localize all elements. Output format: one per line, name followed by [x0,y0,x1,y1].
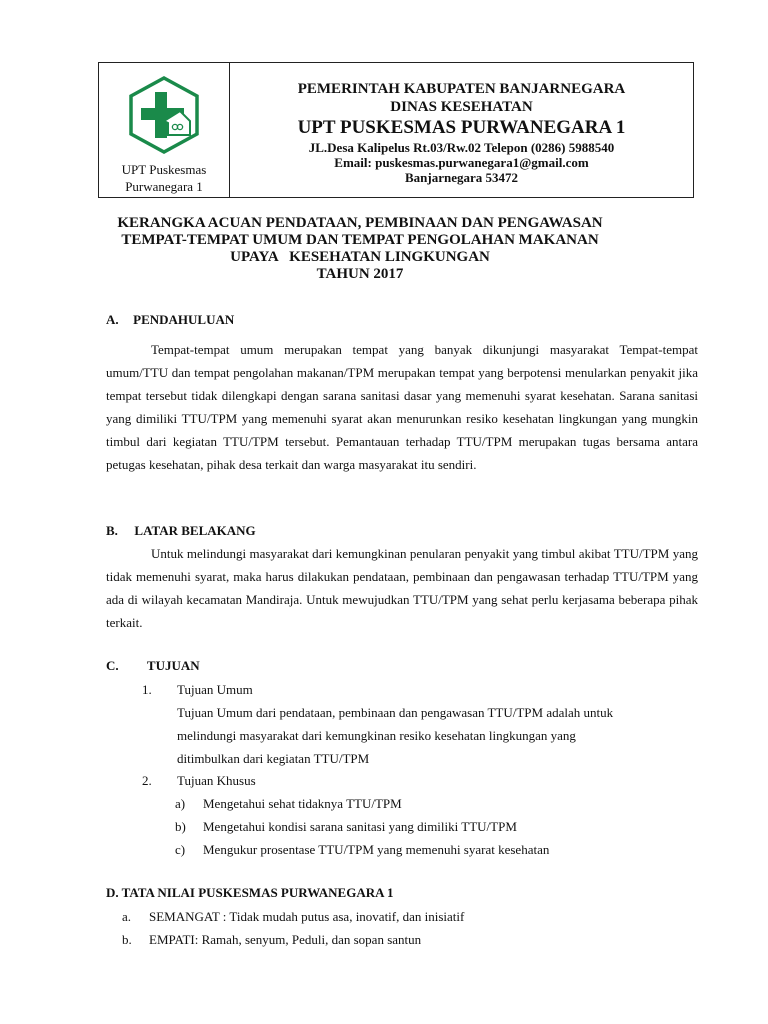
section-c-heading [106,658,200,674]
letterhead [98,62,694,198]
section-a-heading [106,312,234,328]
objective-1-body-line2: melindungi masyarakat dari kemungkinan resiko kesehatan lingkungan yang [177,728,576,743]
section-a-body [106,338,698,476]
objective-1-title: Tujuan Umum [177,682,253,697]
section-a-title: PENDAHULUAN [133,312,235,327]
section-a-text: Tempat-tempat umum merupakan tempat yang banyak dikunjungi masyarakat Tempat-tempat umum/TTU dan tempat pengolahan makanan/TPM merupakan tempat yang berpotensi menularkan penyakit jika tempat tersebut tidak dilengkapi dengan sarana sanitasi dasar yang memenuhi syarat kesehatan. Sarana sanitasi yang dimiliki TTU/TPM yang memenuhi syarat akan menurunkan resiko kesehatan lingkungan yang mungkin timbul dari kegiatan TTU/TPM tersebut. Pemantauan terhadap TTU/TPM merupakan tugas bersama antara petugas kesehatan, pihak desa terkait dan warga masyarakat itu sendiri. [106,342,698,472]
sub-objective-b-marker: b) [175,819,186,834]
title-line4: TAHUN 2017 [316,266,404,282]
address-line: JL.Desa Kalipelus Rt.03/Rw.02 Telepon (0286) 5988540 [308,140,615,155]
value-b-text: EMPATI: Ramah, senyum, Peduli, dan sopan santun [149,932,422,947]
logo-caption-line1: UPT Puskesmas [121,162,207,177]
title-line2: TEMPAT-TEMPAT UMUM DAN TEMPAT PENGOLAHAN MAKANAN [121,232,599,248]
title-line3: UPAYA KESEHATAN LINGKUNGAN [230,249,490,265]
government-name: PEMERINTAH KABUPATEN BANJARNEGARA [297,81,626,97]
section-b-marker: B. [106,523,118,538]
section-b-body [106,542,698,634]
value-b-marker: b. [122,932,132,947]
objective-2-number: 2. [142,773,152,788]
puskesmas-logo-icon [124,75,204,155]
sub-objective-b-text: Mengetahui kondisi sarana sanitasi yang dimiliki TTU/TPM [203,819,517,834]
email-line: Email: puskesmas.purwanegara1@gmail.com [334,155,589,170]
sub-objective-a-text: Mengetahui sehat tidaknya TTU/TPM [203,796,402,811]
title-line1: KERANGKA ACUAN PENDATAAN, PEMBINAAN DAN PENGAWASAN [117,215,603,231]
section-b-heading [106,523,256,539]
objective-2-title: Tujuan Khusus [177,773,256,788]
objective-1-number: 1. [142,682,152,697]
section-c-marker: C. [106,658,119,673]
objective-1-body-line3: ditimbulkan dari kegiatan TTU/TPM [177,751,370,766]
objective-1-body-line1: Tujuan Umum dari pendataan, pembinaan dan pengawasan TTU/TPM adalah untuk [177,705,614,720]
logo-cell [99,63,230,197]
sub-objective-a-marker: a) [175,796,186,811]
institution-name: UPT PUSKESMAS PURWANEGARA 1 [297,117,626,138]
city-line: Banjarnegara 53472 [404,170,519,185]
logo-caption [122,161,207,195]
sub-objective-c-text: Mengukur prosentase TTU/TPM yang memenuhi syarat kesehatan [203,842,550,857]
value-a-marker: a. [122,909,132,924]
section-d-heading: D. TATA NILAI PUSKESMAS PURWANEGARA 1 [106,885,394,900]
value-a-text: SEMANGAT : Tidak mudah putus asa, inovatif, dan inisiatif [149,909,465,924]
section-b-title: LATAR BELAKANG [134,523,256,538]
logo-caption-line2: Purwanegara 1 [125,179,203,194]
sub-objective-c-marker: c) [175,842,186,857]
section-c-title: TUJUAN [146,658,200,673]
letterhead-text [230,63,693,197]
department-name: DINAS KESEHATAN [390,99,533,115]
section-b-text: Untuk melindungi masyarakat dari kemungkinan penularan penyakit yang timbul akibat TTU/TPM yang tidak memenuhi syarat, maka harus dilakukan pendataan, pembinaan dan pengawasan terhadap TTU/TPM yang ada di wilayah kecamatan Mandiraja. Untuk mewujudkan TTU/TPM yang sehat perlu kerjasama beberapa pihak terkait. [106,546,698,630]
document-title [100,215,620,283]
section-a-marker: A. [106,312,119,327]
